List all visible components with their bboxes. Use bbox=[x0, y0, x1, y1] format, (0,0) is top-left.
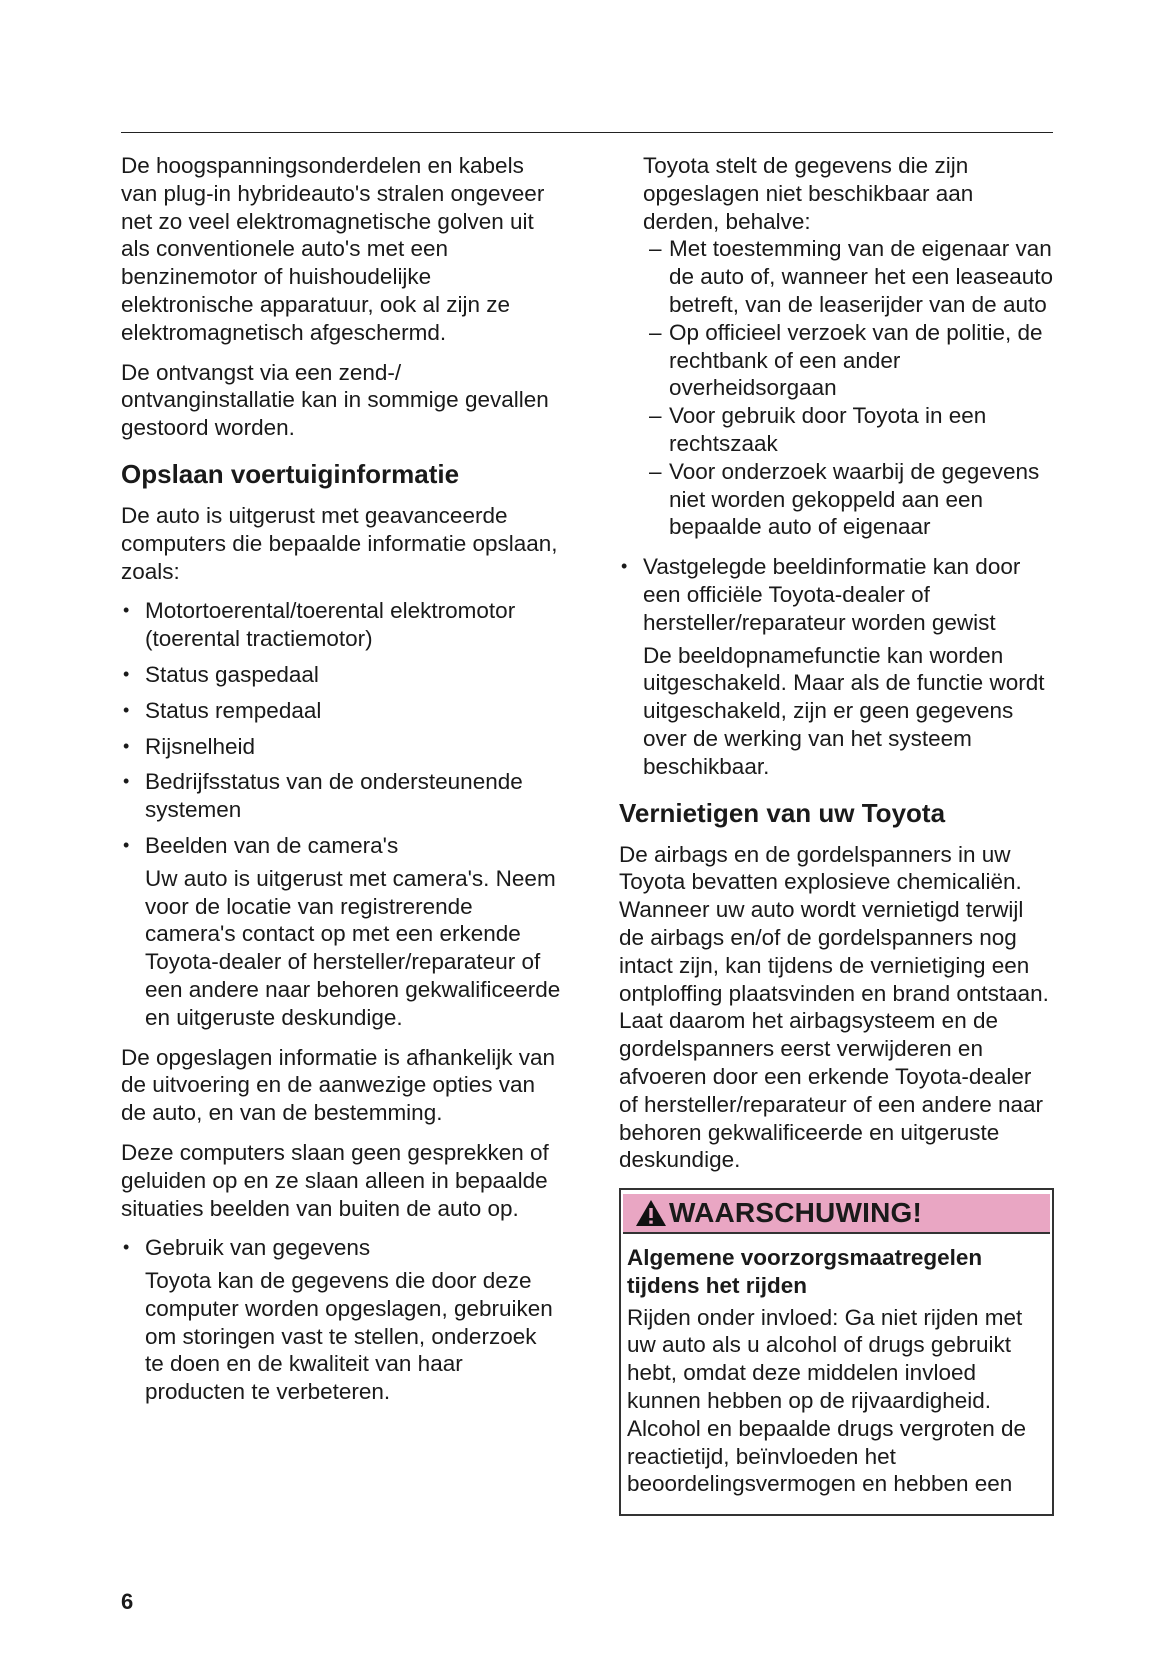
list-item-label: Beelden van de camera's bbox=[145, 832, 399, 858]
stored-info-list bbox=[121, 597, 561, 1031]
list-item bbox=[619, 402, 1054, 458]
data-use-list bbox=[121, 1234, 561, 1406]
list-item-cameras bbox=[121, 832, 561, 1032]
warning-text: Rijden onder invloed: Ga niet rijden met uw auto als u alcohol of drugs gebruikt hebt, omdat deze middelen invloed kunnen hebben op de rijvaardigheid. Alcohol en bepaalde drugs vergroten de reactietijd, beïnvloeden het beoordelingsvermogen en hebben een bbox=[627, 1304, 1027, 1497]
list-item-label: Vastgelegde beeldinformatie kan door een officiële Toyota-dealer of hersteller/reparateur worden gewist bbox=[643, 554, 1021, 635]
paragraph-no-conversations: Deze computers slaan geen gesprekken of geluiden op en ze slaan alleen in bepaalde situaties beelden van buiten de auto op. bbox=[121, 1139, 549, 1221]
dash-mark: – bbox=[649, 458, 662, 484]
left-column bbox=[121, 152, 561, 1418]
warning-body bbox=[621, 1234, 1052, 1514]
list-item-text: Op officieel verzoek van de politie, de rechtbank of een ander overheidsorgaan bbox=[669, 319, 1043, 401]
list-item-label: Gebruik van gegevens bbox=[145, 1235, 371, 1261]
list-item-text: Voor onderzoek waarbij de gegevens niet worden gekoppeld aan een bepaalde auto of eigenaar bbox=[669, 458, 1040, 540]
list-item: • Status gaspedaal bbox=[121, 661, 561, 689]
dash-mark: – bbox=[649, 403, 662, 429]
disclosure-block bbox=[619, 152, 1054, 235]
paragraph-computers: De auto is uitgerust met geavanceerde computers die bepaalde informatie opslaan, zoals: bbox=[121, 502, 558, 584]
list-item bbox=[619, 235, 1054, 318]
page-number: 6 bbox=[121, 1589, 134, 1614]
top-rule bbox=[121, 132, 1053, 133]
list-item-data-use bbox=[121, 1234, 561, 1406]
paragraph-destroy: De airbags en de gordelspanners in uw Toyota bevatten explosieve chemicaliën. Wanneer uw auto wordt vernietigd terwijl de airbags en/of de gordelspanners nog intact zijn, kan tijdens de vernietiging een ontploffing plaatsvinden en brand ontstaan. Laat daarom het airbagsysteem en de gordelspanners eerst verwijderen en afvoeren door een erkende Toyota-dealer of hersteller/reparateur of een andere naar behoren gekwalificeerde en uitgeruste deskundige. bbox=[619, 841, 1049, 1173]
heading-vehicle-info: Opslaan voertuiginformatie bbox=[121, 458, 460, 489]
dash-mark: – bbox=[649, 319, 662, 345]
paragraph-stored-info: De opgeslagen informatie is afhankelijk van de uitvoering en de aanwezige opties van de auto, en van de bestemming. bbox=[121, 1044, 556, 1126]
list-item: • Bedrijfsstatus van de ondersteunende systemen bbox=[121, 768, 561, 824]
warning-box bbox=[619, 1188, 1054, 1516]
list-item-text: Voor gebruik door Toyota in een rechtszaak bbox=[669, 403, 987, 456]
warning-title: WAARSCHUWING! bbox=[669, 1197, 923, 1229]
data-use-note: Toyota kan de gegevens die door deze computer worden opgeslagen, gebruiken om storingen vast te stellen, onderzoek te doen en de kwaliteit van haar producten te verbeteren. bbox=[145, 1268, 553, 1405]
camera-note: Uw auto is uitgerust met camera's. Neem voor de locatie van registrerende camera's contact op met een erkende Toyota-dealer of hersteller/reparateur of een andere naar behoren gekwalificeerde en uitgeruste deskundige. bbox=[145, 865, 561, 1030]
paragraph-reception: De ontvangst via een zend-/ ontvanginstallatie kan in sommige gevallen gestoord worden. bbox=[121, 359, 549, 441]
image-info-list bbox=[619, 553, 1054, 780]
list-item bbox=[619, 458, 1054, 541]
warning-triangle-icon bbox=[635, 1198, 667, 1228]
exceptions-list bbox=[619, 235, 1054, 541]
list-item: • Status rempedaal bbox=[121, 697, 561, 725]
list-item: • Rijsnelheid bbox=[121, 733, 561, 761]
image-note: De beeldopnamefunctie kan worden uitgeschakeld. Maar als de functie wordt uitgeschakeld, zijn er geen gegevens over de werking van het systeem beschikbaar. bbox=[643, 642, 1045, 779]
heading-destroy: Vernietigen van uw Toyota bbox=[619, 797, 946, 828]
paragraph-high-voltage: De hoogspanningsonderdelen en kabels van plug-in hybrideauto's stralen ongeveer net zo veel elektromagnetische golven uit als conventionele auto's met een benzinemotor of huishoudelijke elektronische apparatuur, ook al zijn ze elektromagnetisch afgeschermd. bbox=[121, 153, 545, 345]
list-item-text: Met toestemming van de eigenaar van de auto of, wanneer het een leaseauto betreft, van de leaserijder van de auto bbox=[669, 236, 1054, 317]
right-column bbox=[619, 152, 1054, 1516]
dash-mark: – bbox=[649, 236, 662, 262]
warning-header bbox=[623, 1194, 1050, 1234]
list-item bbox=[619, 319, 1054, 402]
list-item-image-info bbox=[619, 553, 1054, 780]
paragraph-disclosure: Toyota stelt de gegevens die zijn opgeslagen niet beschikbaar aan derden, behalve: bbox=[643, 153, 974, 234]
warning-subheading: Algemene voorzorgsmaatregelen tijdens het rijden bbox=[627, 1245, 983, 1298]
list-item: • Motortoerental/toerental elektromotor (toerental tractiemotor) bbox=[121, 597, 561, 653]
